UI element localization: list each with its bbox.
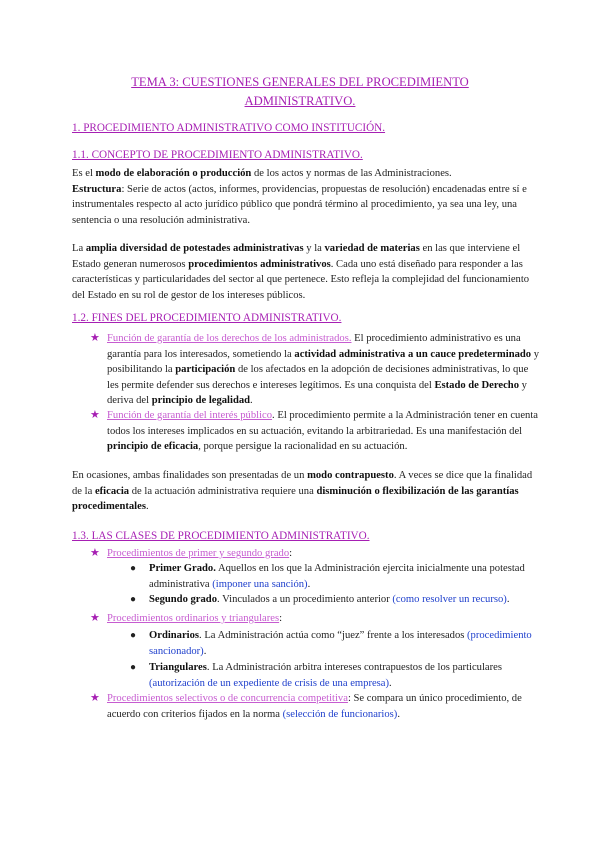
star-bullet-icon: ★ bbox=[90, 332, 100, 344]
star-bullet-icon: ★ bbox=[90, 409, 100, 421]
section-heading-1-1: 1.1. CONCEPTO DE PROCEDIMIENTO ADMINISTRATIVO. bbox=[72, 149, 363, 161]
section-heading-1-2: 1.2. FINES DEL PROCEDIMIENTO ADMINISTRATIVO. bbox=[72, 312, 342, 324]
list-item-grade: ★ Procedimientos de primer y segundo grado: bbox=[90, 546, 540, 562]
dot-bullet-icon: ● bbox=[130, 662, 137, 673]
dot-bullet-icon: ● bbox=[130, 563, 137, 574]
list-item-second-grade: ● Segundo grado. Vinculados a un procedimiento anterior (como resolver un recurso). bbox=[130, 592, 535, 608]
title-line-1: TEMA 3: CUESTIONES GENERALES DEL PROCEDIMIENTO bbox=[131, 75, 469, 89]
star-bullet-icon: ★ bbox=[90, 547, 100, 559]
diversity-paragraph: La amplia diversidad de potestades administrativas y la variedad de materias en las que interviene el Estado generan numerosos procedimientos administrativos. Cada uno está diseñado para responder a las características y particularidades del sector al que pertenece. Esto refleja la complejidad del funcionamiento del Estado en su rol de gestor de los intereses públicos. bbox=[72, 243, 530, 301]
contrast-paragraph: En ocasiones, ambas finalidades son presentadas de un modo contrapuesto. A veces se dice que la finalidad de la eficacia de la actuación administrativa requiere una disminución o flexibilización de las garantías procedimentales. bbox=[72, 470, 533, 513]
list-item-ordinary-triangular: ★ Procedimientos ordinarios y triangulares: bbox=[90, 611, 540, 627]
ordinary-triangular-link[interactable]: Procedimientos ordinarios y triangulares bbox=[107, 613, 280, 624]
title-line-2: ADMINISTRATIVO. bbox=[244, 93, 356, 108]
dot-bullet-icon: ● bbox=[130, 630, 137, 641]
list-item-selective: ★ Procedimientos selectivos o de concurrencia competitiva: Se compara un único procedimiento, de acuerdo con criterios fijados en la norma (selección de funcionarios). bbox=[90, 692, 522, 720]
section-heading-1-3: 1.3. LAS CLASES DE PROCEDIMIENTO ADMINISTRATIVO. bbox=[72, 530, 370, 542]
guarantee-public-interest-link[interactable]: Función de garantía del interés público bbox=[107, 410, 273, 421]
grade-link[interactable]: Procedimientos de primer y segundo grado bbox=[107, 548, 290, 559]
dot-bullet-icon: ● bbox=[130, 594, 137, 605]
document-title bbox=[60, 73, 540, 110]
star-bullet-icon: ★ bbox=[90, 612, 100, 624]
concept-paragraph: Es el modo de elaboración o producción de los actos y normas de las Administraciones. Estructura: Serie de actos (actos, informes, providencias, propuestas de resolución) encadenadas entre sí e instrumentales respecto al acto jurídico público que pondrá término al procedimiento, ya sea una ley, una sentencia o una resolución administrativa. bbox=[72, 168, 527, 226]
section-heading-1: 1. PROCEDIMIENTO ADMINISTRATIVO COMO INSTITUCIÓN. bbox=[72, 122, 386, 134]
list-item-ordinary: ● Ordinarios. La Administración actúa como “juez” frente a los interesados (procedimiento sancionador). bbox=[130, 630, 532, 657]
list-item-triangular: ● Triangulares. La Administración arbitra intereses contrapuestos de los particulares (autorización de un expediente de crisis de una empresa). bbox=[130, 662, 502, 689]
list-item-first-grade: ● Primer Grado. Aquellos en los que la Administración ejercita inicialmente una potestad administrativa (imponer una sanción). bbox=[130, 563, 525, 590]
list-item-guarantee-rights: ★ Función de garantía de los derechos de los administrados. El procedimiento administrativo es una garantía para los interesados, sometiendo la actividad administrativa a un cauce predeterminado y posibilitando la participación de los afectados en la adopción de decisiones administrativas, lo que les permite defender sus derechos e intereses legítimos. Es una conquista del Estado de Derecho y deriva del principio de legalidad. bbox=[90, 332, 540, 407]
star-bullet-icon: ★ bbox=[90, 692, 100, 704]
selective-link[interactable]: Procedimientos selectivos o de concurrencia competitiva bbox=[107, 693, 348, 704]
guarantee-rights-link[interactable]: Función de garantía de los derechos de los administrados. bbox=[107, 333, 352, 344]
list-item-guarantee-public-interest: ★ Función de garantía del interés público. El procedimiento permite a la Administración tener en cuenta todos los intereses implicados en su actuación, evitando la arbitrariedad. Es una manifestación del principio de eficacia, porque persigue la racionalidad en su actuación. bbox=[90, 409, 538, 453]
